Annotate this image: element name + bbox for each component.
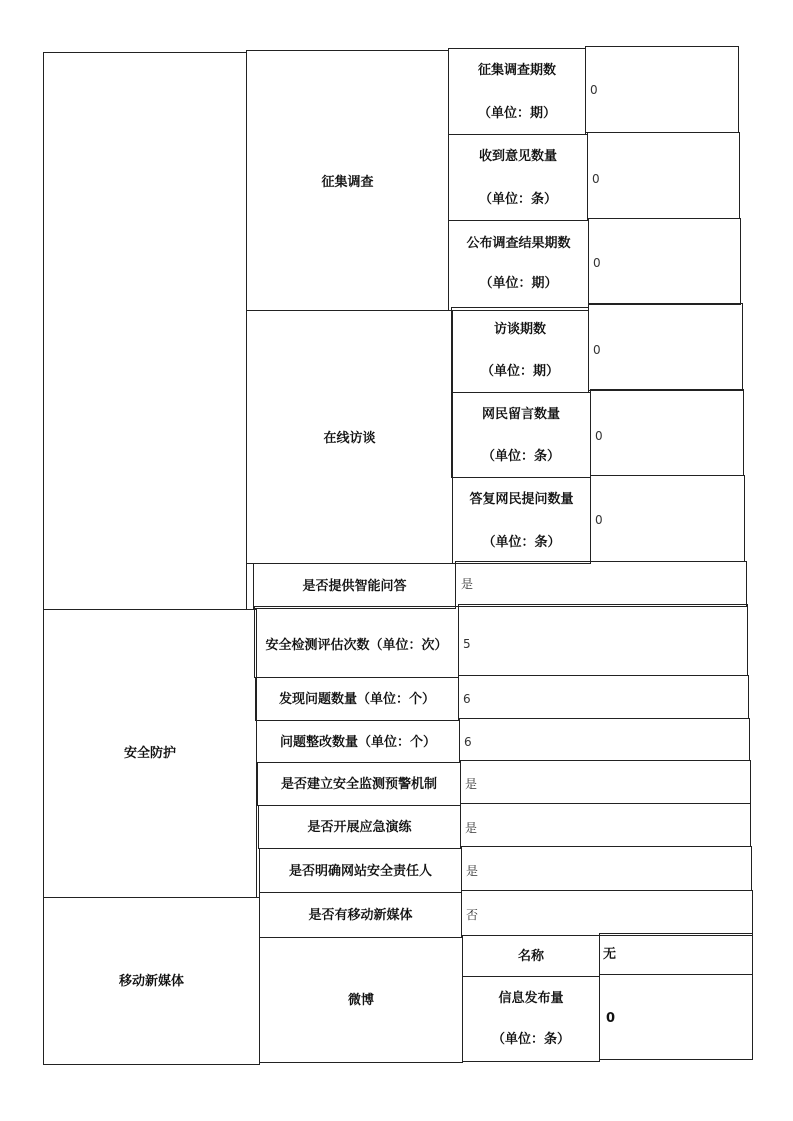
weibo-name-value: 无 [603,947,617,962]
smart-qa-value-cell [455,561,747,607]
security-warning-value: 是 [465,777,478,791]
interview-periods-label-cell [451,307,589,393]
security-fixed-label-cell [256,720,460,763]
section-cell-top [43,52,247,610]
survey-results-label: 公布调查结果期数 [466,236,571,251]
survey-periods-value-cell [585,46,739,133]
security-eval-value-cell [458,604,748,676]
interview-periods-label: 访谈期数 [493,322,546,337]
security-found-value-cell [458,675,749,719]
security-fixed-value-cell [459,718,750,761]
survey-periods-label: 征集调查期数 [477,63,556,78]
interview-messages-unit: （单位：条） [481,449,560,464]
interview-periods-unit: （单位：期） [480,364,559,379]
interview-periods-value: 0 [593,343,601,357]
smart-qa-label-cell [253,563,456,609]
security-warning-label-cell [257,762,461,806]
smart-qa-value: 是 [461,577,474,591]
security-eval-label-cell [254,606,459,678]
security-drill-value-cell [460,803,751,847]
mobile-has-value-cell [461,890,753,936]
interview-answers-unit: （单位：条） [482,535,561,550]
section-cell-mobile [43,897,260,1065]
weibo-posts-label-cell [462,976,600,1062]
security-drill-label-cell [258,805,461,849]
weibo-posts-value-cell [599,974,753,1060]
mobile-has-value: 否 [466,908,479,922]
interview-messages-value-cell [590,389,744,476]
survey-results-value: 0 [593,256,601,270]
security-fixed-value: 6 [464,735,472,749]
interview-answers-value: 0 [595,513,603,527]
security-owner-label: 是否明确网站安全责任人 [288,864,432,879]
survey-opinions-value: 0 [592,172,600,186]
interview-messages-value: 0 [595,429,603,443]
survey-group-label: 征集调查 [321,175,374,190]
interview-answers-label: 答复网民提问数量 [469,492,574,507]
survey-opinions-value-cell [587,132,740,219]
security-found-value: 6 [463,692,471,706]
mobile-has-label: 是否有移动新媒体 [308,908,413,923]
survey-periods-unit: （单位：期） [477,106,556,121]
interview-group-label: 在线访谈 [323,431,376,446]
weibo-name-label-cell [462,935,600,977]
survey-periods-value: 0 [590,83,598,97]
mobile-has-label-cell [259,892,462,938]
security-eval-label: 安全检测评估次数（单位：次） [265,638,448,653]
security-eval-value: 5 [463,637,471,651]
smart-qa-label: 是否提供智能问答 [302,579,407,594]
interview-answers-value-cell [590,475,745,562]
survey-group-cell [246,50,449,311]
interview-messages-label: 网民留言数量 [481,407,560,422]
weibo-posts-label: 信息发布量 [498,991,564,1006]
security-warning-label: 是否建立安全监测预警机制 [280,777,437,792]
survey-results-unit: （单位：期） [479,276,558,291]
security-fixed-label: 问题整改数量（单位：个） [279,735,436,750]
section-security-label: 安全防护 [123,746,176,761]
weibo-posts-unit: （单位：条） [491,1032,570,1047]
security-warning-value-cell [460,760,751,804]
survey-results-value-cell [588,218,741,305]
security-owner-value: 是 [466,864,479,878]
security-found-label: 发现问题数量（单位：个） [278,692,435,707]
weibo-posts-value: 0 [606,1011,616,1026]
security-drill-value: 是 [465,821,478,835]
weibo-name-label: 名称 [517,949,544,964]
survey-opinions-label-cell [448,134,588,221]
weibo-name-value-cell [599,933,753,975]
weibo-label: 微博 [347,993,374,1008]
interview-messages-label-cell [451,392,591,478]
interview-answers-label-cell [452,477,591,564]
security-found-label-cell [255,677,459,721]
section-mobile-label: 移动新媒体 [118,974,184,989]
weibo-cell [259,937,463,1063]
interview-periods-value-cell [588,303,743,391]
security-owner-value-cell [461,846,752,891]
security-drill-label: 是否开展应急演练 [307,820,412,835]
survey-results-label-cell [448,220,589,311]
survey-opinions-label: 收到意见数量 [478,149,557,164]
survey-periods-label-cell [448,48,586,135]
security-owner-label-cell [259,848,462,893]
interview-group-cell [246,310,453,564]
section-cell-security [43,609,257,898]
survey-opinions-unit: （单位：条） [478,192,557,207]
